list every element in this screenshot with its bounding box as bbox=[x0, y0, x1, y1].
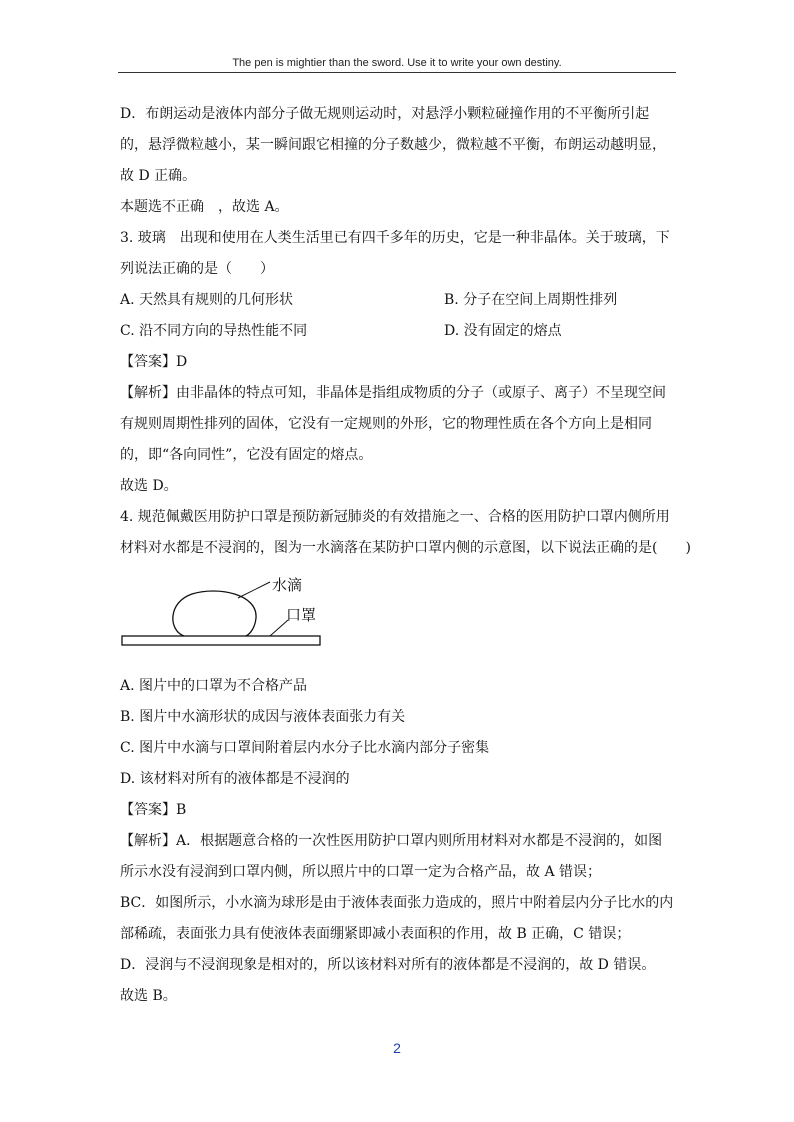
water-drop bbox=[173, 591, 256, 636]
question-3-stem: 3. 玻璃 出现和使用在人类生活里已有四千多年的历史，它是一种非晶体。关于玻璃，下 bbox=[120, 230, 670, 246]
analysis-line: 有规则周期性排列的固体，它没有一定规则的外形，它的物理性质在各个方向上是相同 bbox=[120, 416, 652, 432]
analysis-line: 所示水没有浸润到口罩内侧，所以照片中的口罩一定为合格产品，故 A 错误； bbox=[120, 864, 602, 880]
header-divider bbox=[118, 72, 676, 73]
option-b: B. 分子在空间上周期性排列 bbox=[444, 292, 618, 308]
analysis-line: 【解析】由非晶体的特点可知，非晶体是指组成物质的分子（或原子、离子）不呈现空间 bbox=[120, 385, 666, 401]
drop-pointer-line bbox=[238, 582, 270, 598]
option-a: A. 天然具有规则的几何形状 bbox=[120, 292, 294, 308]
option-b: B. 图片中水滴形状的成因与液体表面张力有关 bbox=[120, 709, 406, 725]
option-c: C. 沿不同方向的导热性能不同 bbox=[120, 323, 308, 339]
drop-label: 水滴 bbox=[272, 576, 303, 594]
mask-label: 口罩 bbox=[286, 606, 317, 624]
text-line: 的，悬浮微粒越小，某一瞬间跟它相撞的分子数越少，微粒越不平衡，布朗运动越明显， bbox=[120, 137, 666, 153]
header-quote: The pen is mightier than the sword. Use it to write your own destiny. bbox=[232, 57, 562, 69]
analysis-line: 【解析】A．根据题意合格的一次性医用防护口罩内则所用材料对水都是不浸润的，如图 bbox=[120, 833, 663, 849]
page-number: 2 bbox=[393, 1040, 401, 1056]
question-4-stem: 4. 规范佩戴医用防护口罩是预防新冠肺炎的有效措施之一、合格的医用防护口罩内侧所用 bbox=[120, 509, 670, 525]
question-4-stem: 材料对水都是不浸润的，图为一水滴落在某防护口罩内侧的示意图，以下说法正确的是( ) bbox=[120, 540, 691, 556]
analysis-line: BC．如图所示，小水滴为球形是由于液体表面张力造成的，照片中附着层内分子比水的内 bbox=[120, 895, 674, 911]
conclusion-line: 故选 B。 bbox=[120, 988, 177, 1004]
question-3-stem: 列说法正确的是（ ） bbox=[120, 261, 274, 277]
text-line: D．布朗运动是液体内部分子做无规则运动时，对悬浮小颗粒碰撞作用的不平衡所引起 bbox=[120, 106, 650, 122]
option-a: A. 图片中的口罩为不合格产品 bbox=[120, 678, 308, 694]
text-line: 本题选不正确 ，故选 A。 bbox=[120, 199, 289, 215]
conclusion-line: 故选 D。 bbox=[120, 478, 178, 494]
mask-surface bbox=[122, 636, 320, 645]
option-d: D. 没有固定的熔点 bbox=[444, 323, 562, 339]
analysis-line: D．浸润与不浸润现象是相对的，所以该材料对所有的液体都是不浸润的，故 D 错误。 bbox=[120, 957, 656, 973]
text-line: 故 D 正确。 bbox=[120, 168, 197, 184]
answer-label: 【答案】B bbox=[120, 802, 187, 818]
option-c: C. 图片中水滴与口罩间附着层内水分子比水滴内部分子密集 bbox=[120, 740, 490, 756]
analysis-line: 部稀疏，表面张力具有使液体表面绷紧即减小表面积的作用，故 B 正确，C 错误； bbox=[120, 926, 631, 942]
option-d: D. 该材料对所有的液体都是不浸润的 bbox=[120, 771, 350, 787]
analysis-line: 的，即“各向同性”，它没有固定的熔点。 bbox=[120, 447, 373, 463]
answer-label: 【答案】D bbox=[120, 354, 188, 370]
